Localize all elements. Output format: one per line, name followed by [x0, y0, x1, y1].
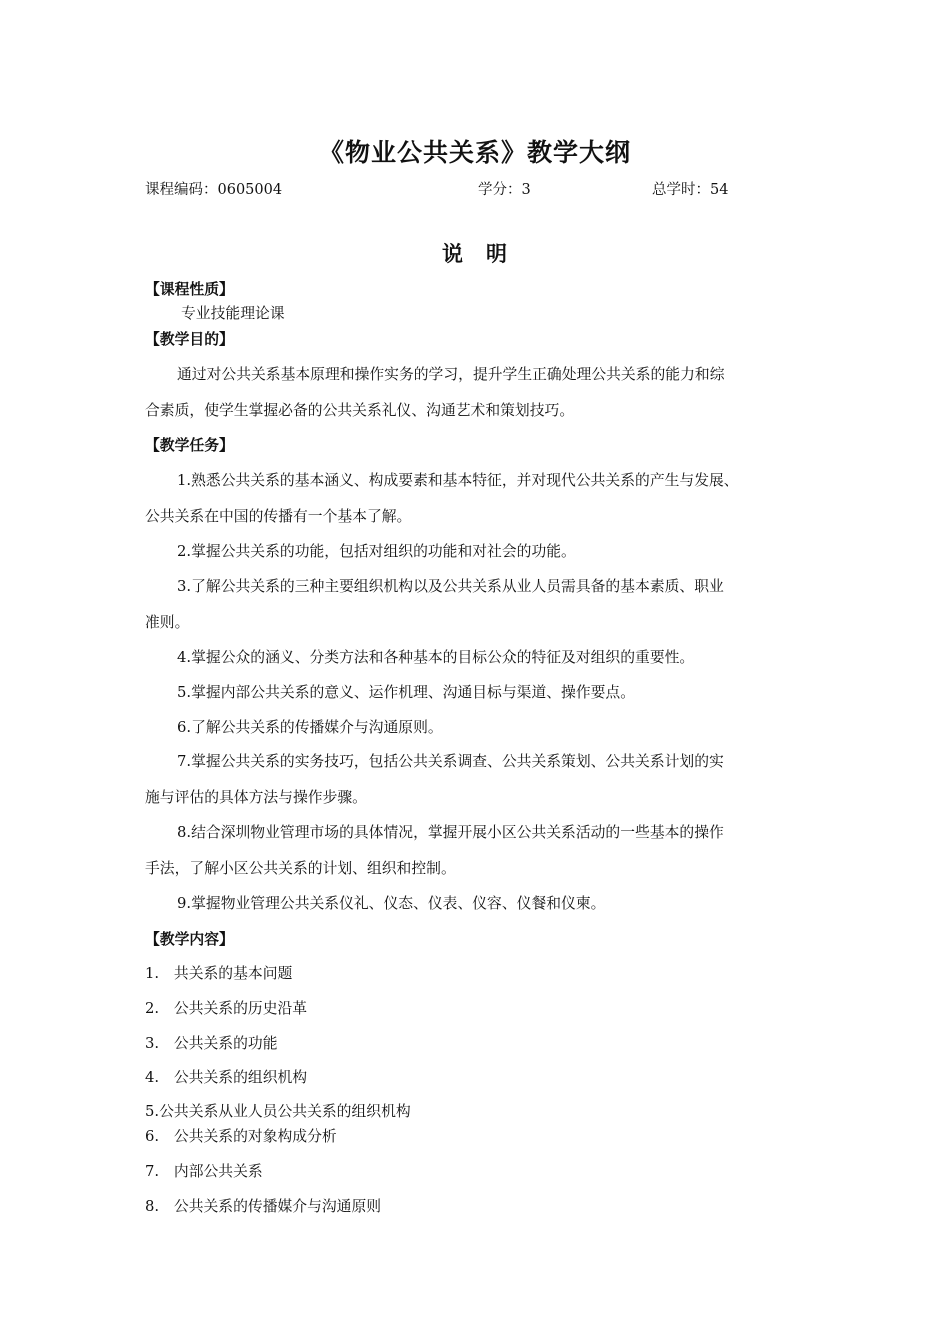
purpose-line: 通过对公共关系基本原理和操作实务的学习，提升学生正确处理公共关系的能力和综 — [177, 366, 725, 383]
task-line: 准则。 — [145, 614, 190, 631]
task-line: 公共关系在中国的传播有一个基本了解。 — [145, 508, 412, 525]
task-line: 7.掌握公共关系的实务技巧，包括公共关系调查、公共关系策划、公共关系计划的实 — [177, 753, 724, 770]
course-credits: 学分：3 — [478, 182, 531, 198]
document-title: 《物业公共关系》教学大纲 — [318, 138, 631, 167]
purpose-line: 合素质，使学生掌握必备的公共关系礼仪、沟通艺术和策划技巧。 — [145, 402, 575, 419]
task-line: 施与评估的具体方法与操作步骤。 — [145, 789, 367, 806]
content-item: 2. 公共关系的历史沿革 — [145, 1000, 308, 1017]
task-line: 8.结合深圳物业管理市场的具体情况，掌握开展小区公共关系活动的一些基本的操作 — [177, 824, 724, 841]
task-line: 手法，了解小区公共关系的计划、组织和控制。 — [145, 860, 456, 877]
content-item: 5.公共关系从业人员公共关系的组织机构 — [145, 1103, 411, 1120]
content-item: 6. 公共关系的对象构成分析 — [145, 1128, 337, 1145]
task-line: 2.掌握公共关系的功能，包括对组织的功能和对社会的功能。 — [177, 543, 576, 560]
content-item: 1. 共关系的基本问题 — [145, 965, 293, 982]
task-line: 4.掌握公众的涵义、分类方法和各种基本的目标公众的特征及对组织的重要性。 — [177, 649, 695, 666]
content-item: 7. 内部公共关系 — [145, 1163, 263, 1180]
explanation-heading: 说 明 — [442, 242, 508, 266]
task-line: 9.掌握物业管理公共关系仪礼、仪态、仪表、仪容、仪餐和仪柬。 — [177, 895, 606, 912]
task-line: 6.了解公共关系的传播媒介与沟通原则。 — [177, 719, 443, 736]
purpose-heading: 【教学目的】 — [145, 331, 234, 348]
task-line: 1.熟悉公共关系的基本涵义、构成要素和基本特征，并对现代公共关系的产生与发展、 — [177, 472, 739, 489]
content-item: 3. 公共关系的功能 — [145, 1035, 278, 1052]
content-item: 4. 公共关系的组织机构 — [145, 1069, 308, 1086]
content-item: 8. 公共关系的传播媒介与沟通原则 — [145, 1198, 382, 1215]
course-total-hours: 总学时：54 — [652, 182, 729, 198]
course-code: 课程编码：0605004 — [145, 182, 283, 198]
task-line: 3.了解公共关系的三种主要组织机构以及公共关系从业人员需具备的基本素质、职业 — [177, 578, 724, 595]
tasks-heading: 【教学任务】 — [145, 437, 234, 454]
content-heading: 【教学内容】 — [145, 931, 234, 948]
task-line: 5.掌握内部公共关系的意义、运作机理、沟通目标与渠道、操作要点。 — [177, 684, 636, 701]
nature-heading: 【课程性质】 — [145, 281, 234, 298]
nature-text: 专业技能理论课 — [181, 305, 285, 322]
